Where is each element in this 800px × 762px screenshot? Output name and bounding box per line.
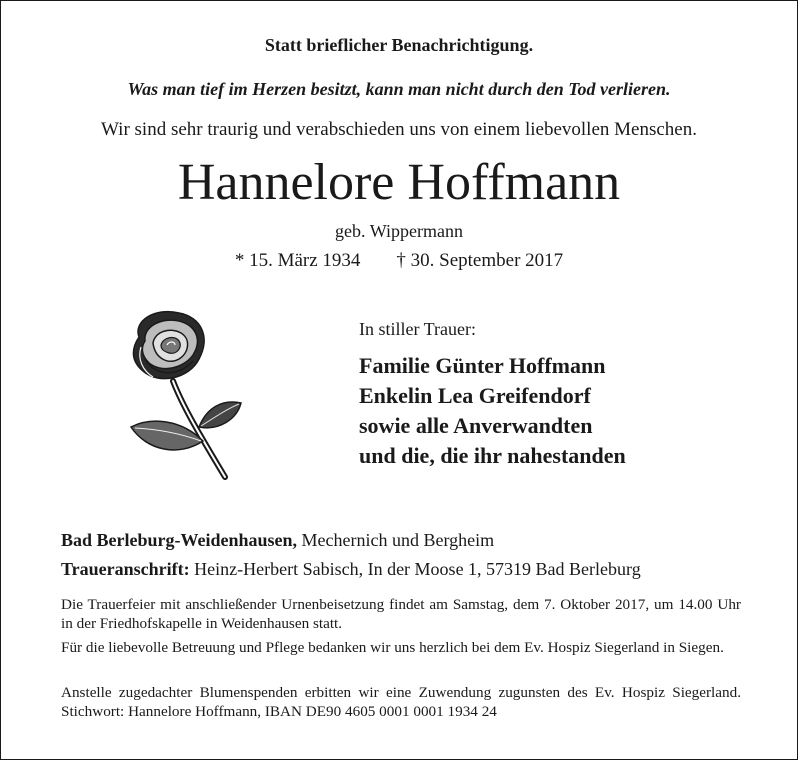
intro-line: Wir sind sehr traurig und verabschieden uns von einem liebevollen Menschen. <box>101 119 697 140</box>
mourners-intro: In stiller Trauer: <box>359 319 476 339</box>
donation-info: Anstelle zugedachter Blumenspenden erbitten wir eine Zuwendung zugunsten des Ev. Hospiz Siegerland. Stichwort: Hannelore Hoffmann, IBAN DE90 4605 0001 0001 1934 24 <box>61 684 741 720</box>
life-dates <box>1 250 797 272</box>
mourning-address-value: Heinz-Herbert Sabisch, In der Moose 1, 57319 Bad Berleburg <box>189 559 641 579</box>
rose-icon <box>119 307 249 483</box>
birth-name: geb. Wippermann <box>335 221 463 241</box>
mourning-address-line <box>61 559 641 580</box>
list-item: Familie Günter Hoffmann <box>359 353 606 378</box>
death-date: † 30. September 2017 <box>396 250 564 271</box>
places-rest: Mechernich und Bergheim <box>297 530 495 550</box>
birth-date: * 15. März 1934 <box>234 250 361 271</box>
funeral-info: Die Trauerfeier mit anschließender Urnenbeisetzung findet am Samstag, dem 7. Oktober 2017, um 14.00 Uhr in der Friedhofskapelle in Weidenhausen statt. <box>61 596 741 632</box>
places-line <box>61 530 494 551</box>
mourning-address-label: Traueranschrift: <box>61 559 190 579</box>
list-item: sowie alle Anverwandten <box>359 413 593 438</box>
quote-line: Was man tief im Herzen besitzt, kann man nicht durch den Tod verlieren. <box>127 79 671 99</box>
deceased-name: Hannelore Hoffmann <box>177 154 621 211</box>
mourners-list <box>359 351 626 471</box>
notification-line: Statt brieflicher Benachrichtigung. <box>264 35 534 55</box>
places-bold: Bad Berleburg-Weidenhausen, <box>61 530 298 550</box>
list-item: und die, die ihr nahestanden <box>359 443 626 468</box>
thanks-info: Für die liebevolle Betreuung und Pflege bedanken wir uns herzlich bei dem Ev. Hospiz Siegerland in Siegen. <box>61 639 724 656</box>
list-item: Enkelin Lea Greifendorf <box>359 383 591 408</box>
